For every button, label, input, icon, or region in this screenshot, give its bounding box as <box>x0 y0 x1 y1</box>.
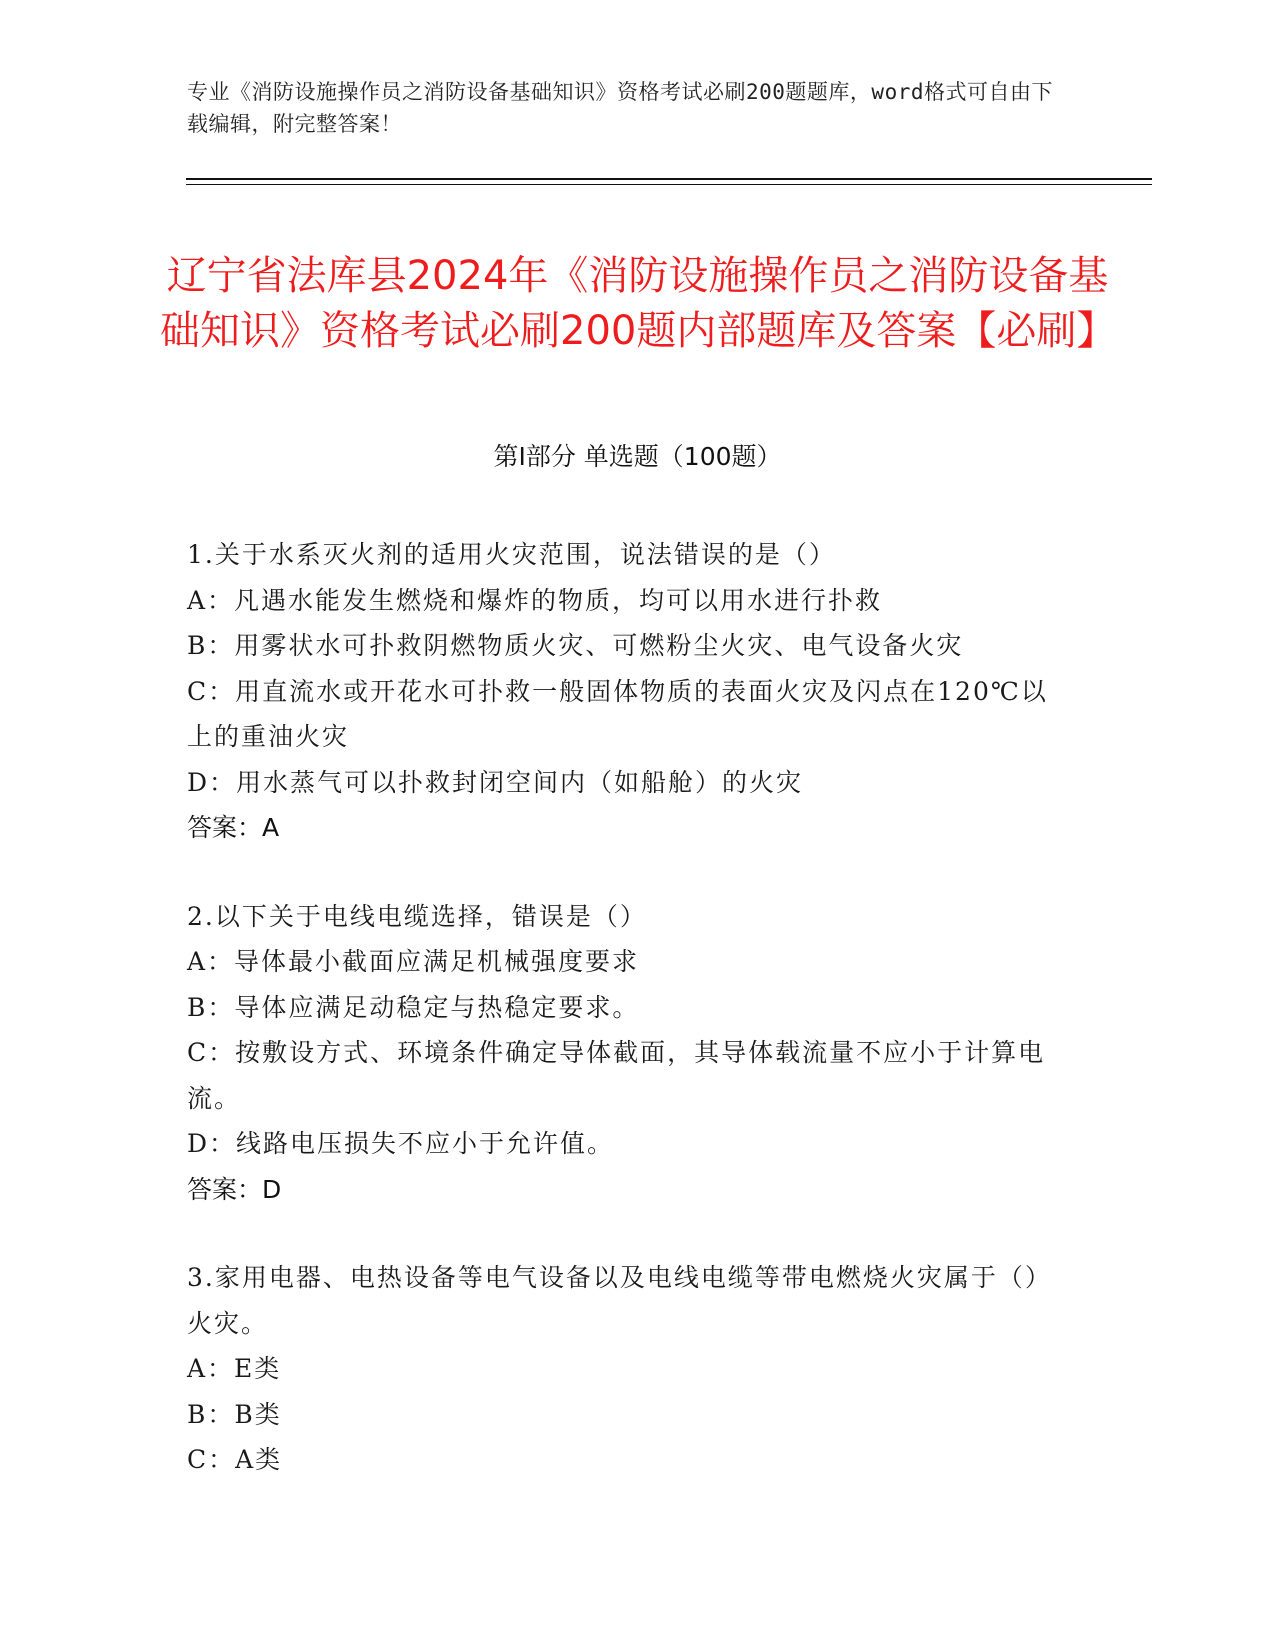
question-stem: 1.关于水系灭火剂的适用火灾范围，说法错误的是（） <box>187 540 836 569</box>
option-b: B：导体应满足动稳定与热稳定要求。 <box>187 992 640 1022</box>
option-a: A：凡遇水能发生燃烧和爆炸的物质，均可以用水进行扑救 <box>187 585 883 615</box>
answer: 答案：D <box>187 1174 282 1204</box>
option-a: A：导体最小截面应满足机械强度要求 <box>187 947 640 976</box>
question-stem: 2.以下关于电线电缆选择，错误是（） <box>187 901 647 931</box>
option-b: B：B类 <box>187 1399 282 1429</box>
header-rule-thin <box>186 184 1152 185</box>
option-c: C：用直流水或开花水可扑救一般固体物质的表面火灾及闪点在120℃以上的重油火灾 <box>187 676 1048 751</box>
option-b: B：用雾状水可扑救阴燃物质火灾、可燃粉尘火灾、电气设备火灾 <box>187 631 964 660</box>
option-a: A：E类 <box>187 1354 282 1383</box>
question-list <box>187 532 1067 1526</box>
question-3 <box>187 1255 1067 1483</box>
header-note: 专业《消防设施操作员之消防设备基础知识》资格考试必刷200题题库，word格式可自由下载编辑，附完整答案！ <box>187 80 1053 136</box>
option-c: C：A类 <box>187 1445 283 1474</box>
answer: 答案：A <box>187 813 280 842</box>
option-d: D：线路电压损失不应小于允许值。 <box>187 1129 615 1158</box>
option-c: C：按敷设方式、环境条件确定导体截面，其导体载流量不应小于计算电流。 <box>187 1038 1046 1113</box>
document-title: 辽宁省法库县2024年《消防设施操作员之消防设备基础知识》资格考试必刷200题内部题库及答案【必刷】 <box>160 252 1117 354</box>
section-heading: 第I部分 单选题（100题） <box>493 442 782 471</box>
question-2 <box>187 894 1067 1213</box>
question-1 <box>187 532 1067 851</box>
option-d: D：用水蒸气可以扑救封闭空间内（如船舱）的火灾 <box>187 767 804 797</box>
question-stem: 3.家用电器、电热设备等电气设备以及电线电缆等带电燃烧火灾属于（）火灾。 <box>187 1263 1052 1338</box>
header-rule-thick <box>186 178 1152 180</box>
